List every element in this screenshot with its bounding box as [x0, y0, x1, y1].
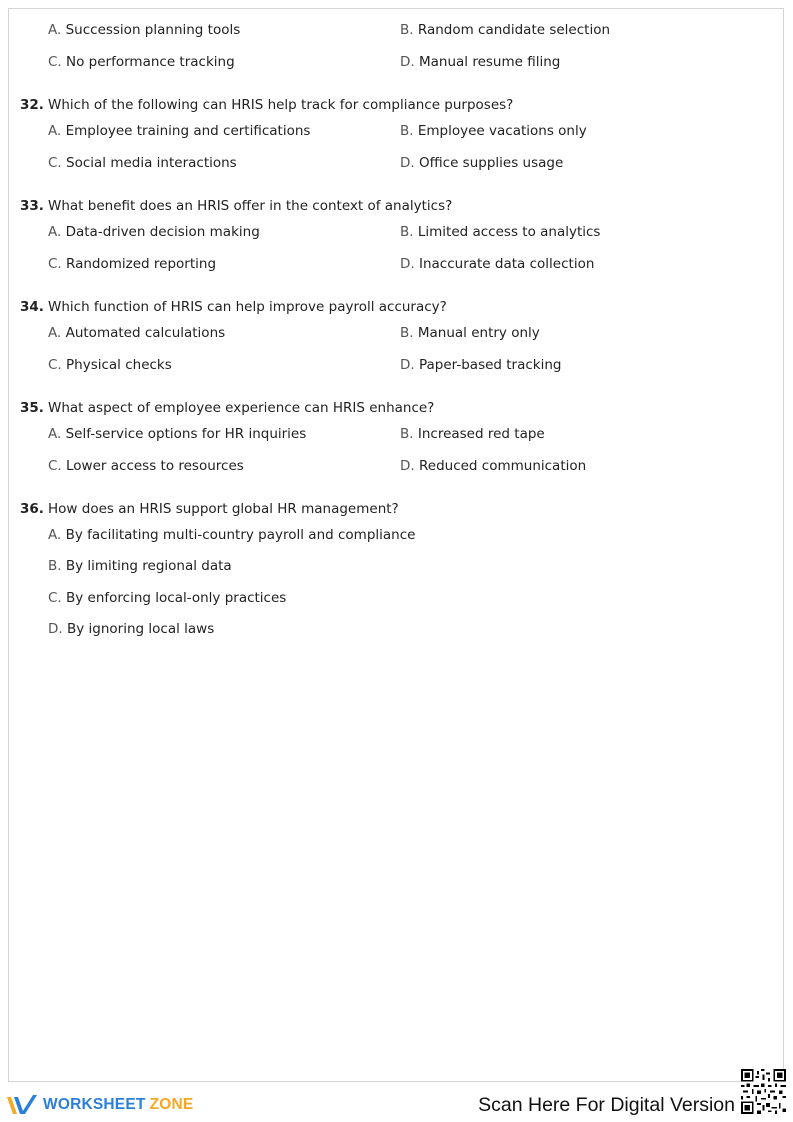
- logo-mark-icon: [6, 1093, 40, 1117]
- option-c: C. Physical checks: [48, 356, 172, 373]
- question-33: [20, 198, 760, 224]
- option-a: A. Self-service options for HR inquiries: [48, 426, 307, 442]
- option-b: B. Manual entry only: [400, 325, 540, 341]
- footer: [0, 1084, 793, 1122]
- question-text: Which function of HRIS can help improve payroll accuracy?: [48, 299, 447, 315]
- option-row: [20, 621, 760, 652]
- option-a: A. Automated calculations: [48, 325, 226, 341]
- option-d: D. Manual resume filing: [400, 53, 561, 70]
- question-number: 32.: [20, 97, 44, 113]
- qr-code-icon[interactable]: [741, 1069, 786, 1114]
- option-row: [20, 224, 760, 256]
- option-row: [20, 325, 760, 357]
- question-34: [20, 299, 760, 325]
- option-d: D. Paper-based tracking: [400, 356, 562, 373]
- question-number: 36.: [20, 501, 44, 517]
- question-text: What benefit does an HRIS offer in the context of analytics?: [48, 198, 453, 214]
- option-row: [20, 527, 760, 558]
- option-row: [20, 426, 760, 458]
- question-number: 35.: [20, 400, 44, 416]
- option-a: A. By facilitating multi-country payroll and compliance: [48, 527, 416, 543]
- option-row: [20, 155, 760, 187]
- worksheet-content: [20, 22, 760, 652]
- option-row: [20, 590, 760, 621]
- option-d: D. Inaccurate data collection: [400, 255, 595, 272]
- option-b: B. Limited access to analytics: [400, 224, 601, 240]
- question-text: Which of the following can HRIS help track for compliance purposes?: [48, 97, 514, 113]
- option-d: D. By ignoring local laws: [48, 620, 215, 637]
- question-text: How does an HRIS support global HR management?: [48, 501, 399, 517]
- option-row: [20, 54, 760, 86]
- logo-text: WORKSHEET ZONE: [43, 1096, 194, 1113]
- question-36: [20, 501, 760, 527]
- option-b: B. By limiting regional data: [48, 558, 232, 575]
- option-row: [20, 256, 760, 288]
- question-32: [20, 97, 760, 123]
- question-number: 34.: [20, 299, 44, 315]
- option-a: A. Data-driven decision making: [48, 224, 260, 240]
- worksheet-zone-logo[interactable]: [6, 1093, 193, 1117]
- question-text: What aspect of employee experience can HRIS enhance?: [48, 400, 435, 416]
- scan-here-label: Scan Here For Digital Version: [478, 1094, 735, 1116]
- option-c: C. By enforcing local-only practices: [48, 589, 287, 606]
- option-row: [20, 22, 760, 54]
- question-number: 33.: [20, 198, 44, 214]
- option-c: C. Randomized reporting: [48, 255, 217, 272]
- question-35: [20, 400, 760, 426]
- option-row: [20, 558, 760, 589]
- option-b: B. Increased red tape: [400, 426, 545, 442]
- option-row: [20, 357, 760, 389]
- option-b: B. Random candidate selection: [400, 22, 611, 38]
- option-c: C. No performance tracking: [48, 53, 235, 70]
- option-c: C. Social media interactions: [48, 154, 237, 171]
- option-a: A. Succession planning tools: [48, 22, 241, 38]
- option-row: [20, 123, 760, 155]
- option-c: C. Lower access to resources: [48, 457, 244, 474]
- option-b: B. Employee vacations only: [400, 123, 587, 139]
- option-d: D. Office supplies usage: [400, 154, 564, 171]
- option-d: D. Reduced communication: [400, 457, 587, 474]
- option-row: [20, 458, 760, 490]
- option-a: A. Employee training and certifications: [48, 123, 311, 139]
